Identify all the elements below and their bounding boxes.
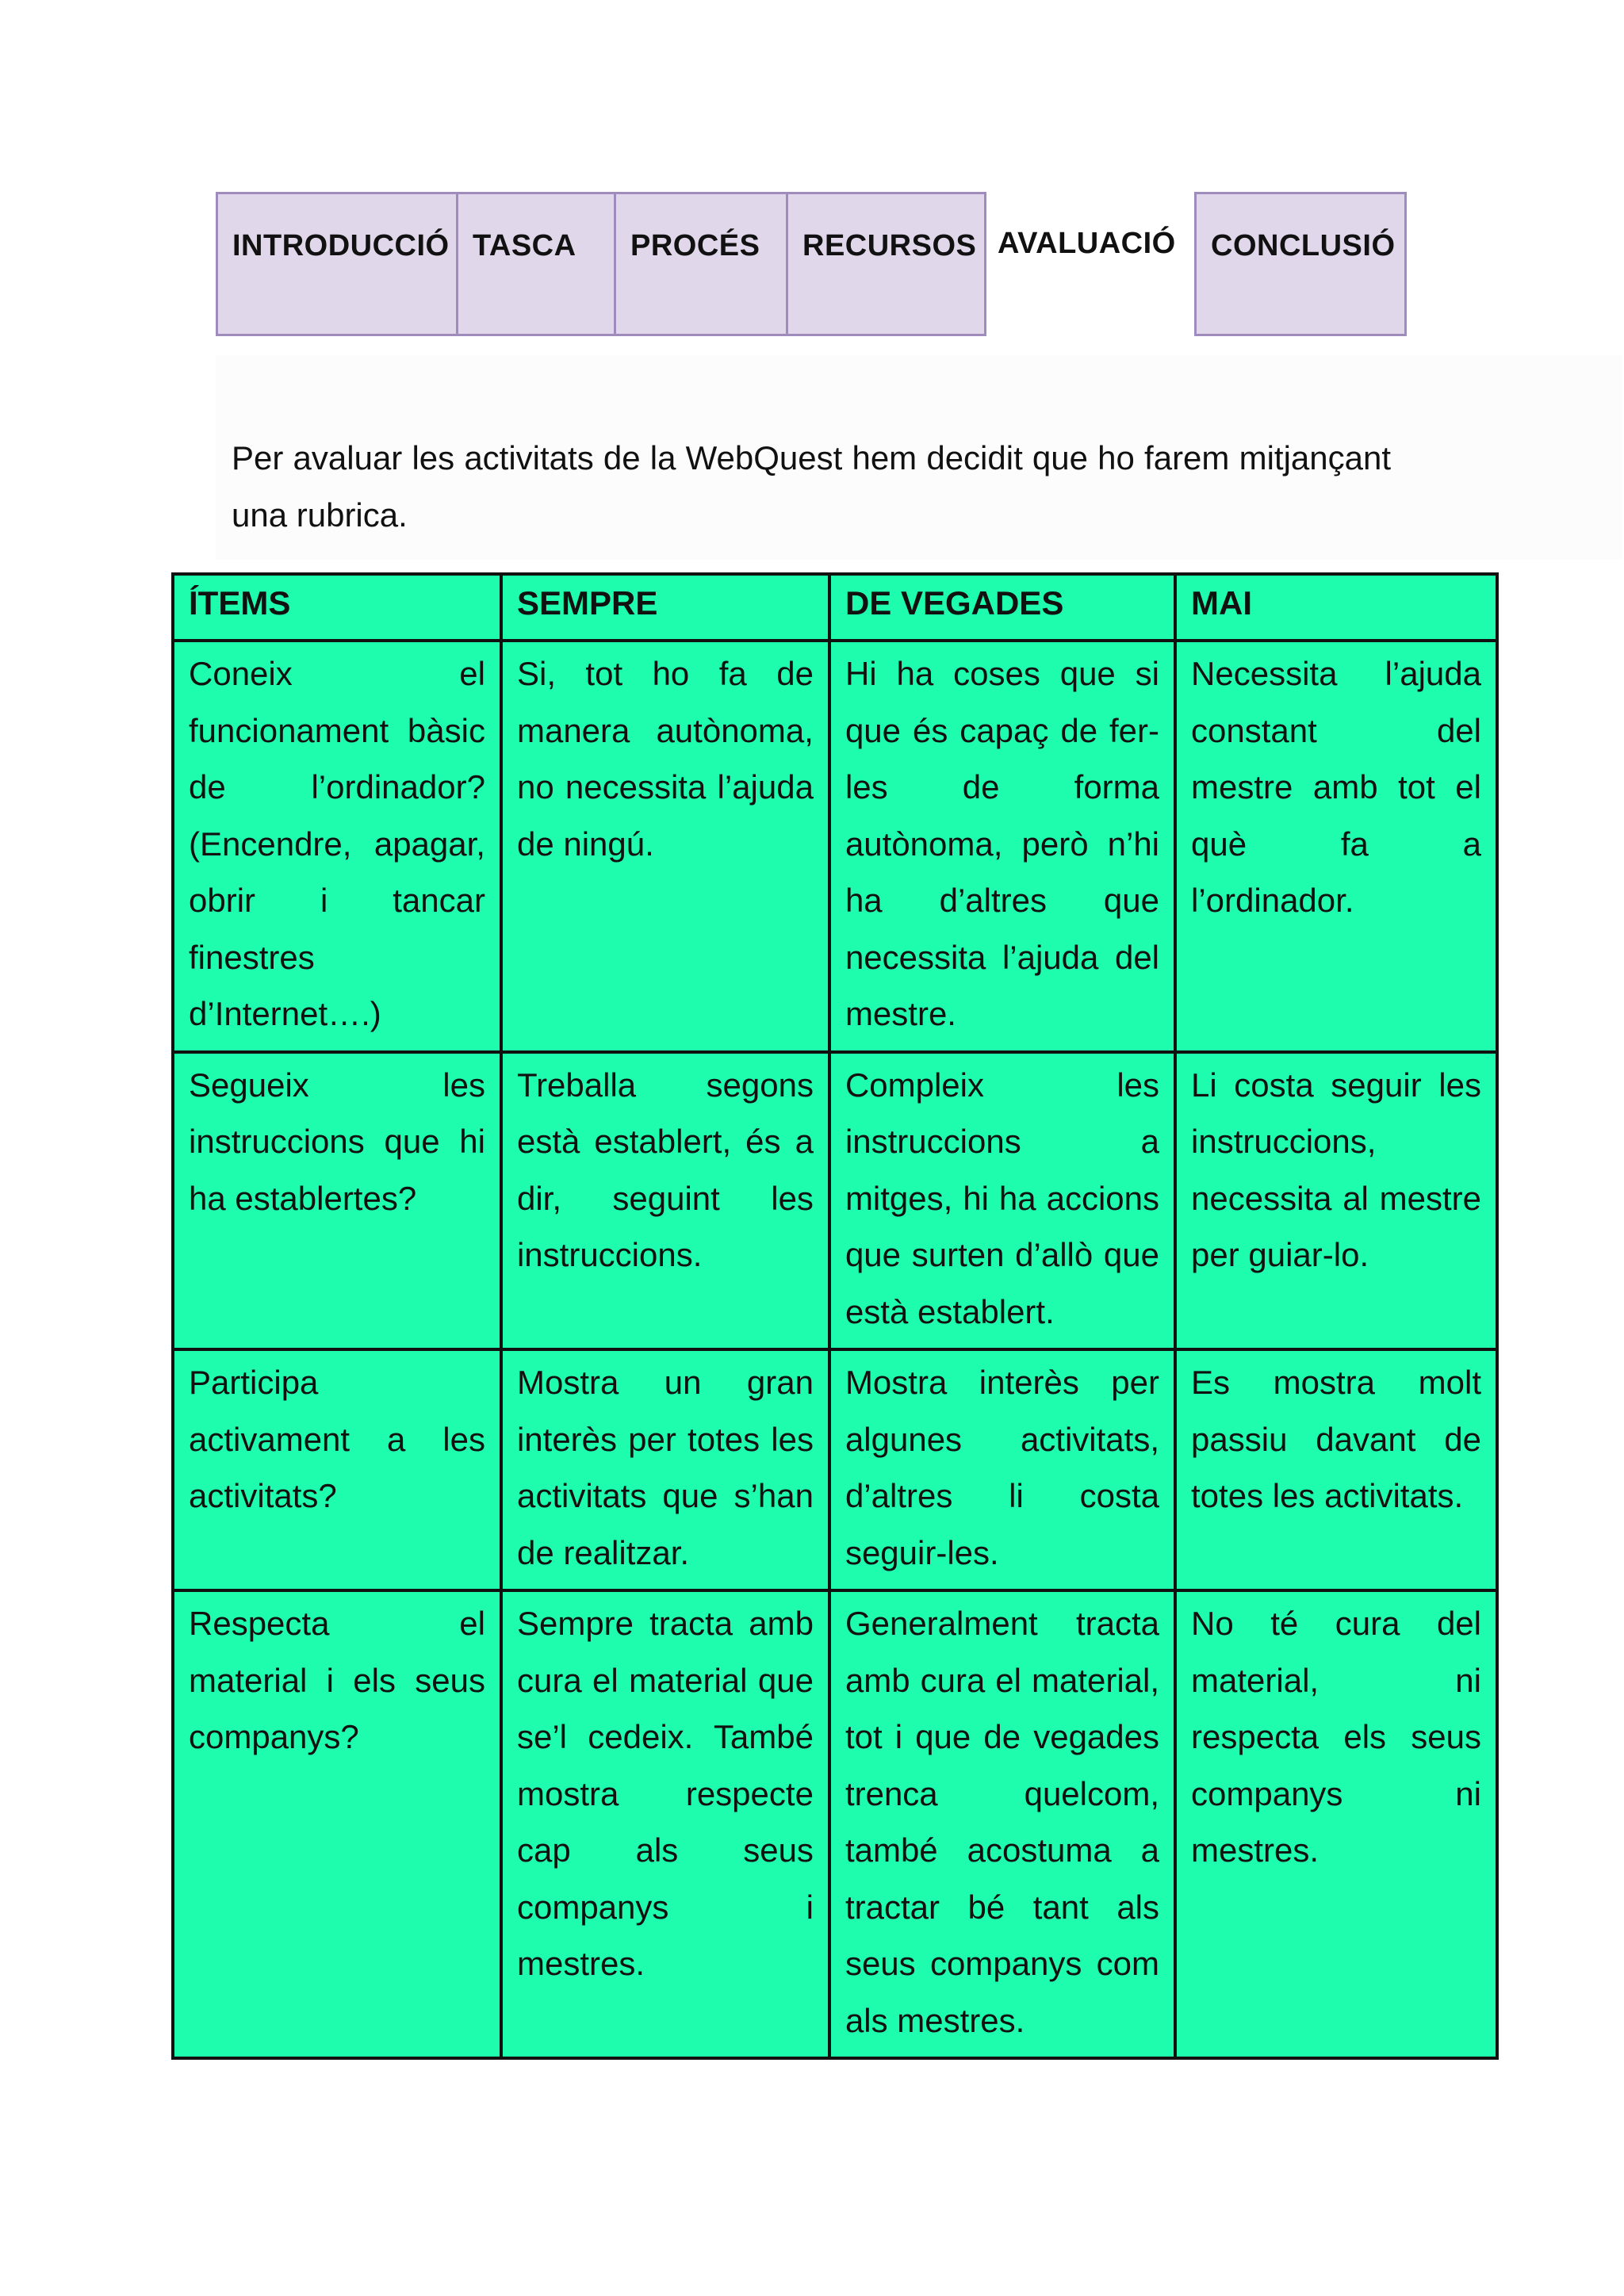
item-cell: Participa activament a les activitats? xyxy=(173,1349,501,1590)
header-items: ÍTEMS xyxy=(173,574,501,641)
table-row xyxy=(173,1590,1497,2058)
header-mai: MAI xyxy=(1175,574,1497,641)
tab-proces[interactable]: PROCÉS xyxy=(614,192,788,336)
table-row xyxy=(173,641,1497,1052)
mai-cell: No té cura del material, ni respecta els seus companys ni mestres. xyxy=(1175,1590,1497,2058)
sempre-cell: Si, tot ho fa de manera autònoma, no necessita l’ajuda de ningú. xyxy=(501,641,829,1052)
sempre-cell: Sempre tracta amb cura el material que se’l cedeix. També mostra respecte cap als seus companys i mestres. xyxy=(501,1590,829,2058)
de-vegades-cell: Compleix les instruccions a mitges, hi ha accions que surten d’allò que està establert. xyxy=(829,1052,1175,1350)
mai-cell: Es mostra molt passiu davant de totes les activitats. xyxy=(1175,1349,1497,1590)
de-vegades-cell: Hi ha coses que si que és capaç de fer-les de forma autònoma, però n’hi ha d’altres que necessita l’ajuda del mestre. xyxy=(829,641,1175,1052)
tab-avaluacio[interactable]: AVALUACIÓ xyxy=(986,192,1194,336)
mai-cell: Li costa seguir les instruccions, necessita al mestre per guiar-lo. xyxy=(1175,1052,1497,1350)
tab-conclusio[interactable]: CONCLUSIÓ xyxy=(1194,192,1407,336)
item-cell: Segueix les instruccions que hi ha establertes? xyxy=(173,1052,501,1350)
tab-recursos[interactable]: RECURSOS xyxy=(786,192,986,336)
de-vegades-cell: Generalment tracta amb cura el material, tot i que de vegades trenca quelcom, també acostuma a tractar bé tant als seus companys com als mestres. xyxy=(829,1590,1175,2058)
item-cell: Respecta el material i els seus companys? xyxy=(173,1590,501,2058)
table-header-row xyxy=(173,574,1497,641)
webquest-nav xyxy=(216,192,1408,336)
tab-introduccio[interactable]: INTRODUCCIÓ xyxy=(216,192,458,336)
sempre-cell: Mostra un gran interès per totes les activitats que s’han de realitzar. xyxy=(501,1349,829,1590)
sempre-cell: Treballa segons està establert, és a dir, seguint les instruccions. xyxy=(501,1052,829,1350)
header-de-vegades: DE VEGADES xyxy=(829,574,1175,641)
de-vegades-cell: Mostra interès per algunes activitats, d’altres li costa seguir-les. xyxy=(829,1349,1175,1590)
table-row xyxy=(173,1349,1497,1590)
tab-tasca[interactable]: TASCA xyxy=(456,192,616,336)
header-sempre: SEMPRE xyxy=(501,574,829,641)
mai-cell: Necessita l’ajuda constant del mestre amb tot el què fa a l’ordinador. xyxy=(1175,641,1497,1052)
evaluation-rubric-table xyxy=(171,572,1499,2060)
table-row xyxy=(173,1052,1497,1350)
intro-paragraph: Per avaluar les activitats de la WebQuest hem decidit que ho farem mitjançant una rubrica. xyxy=(232,439,1391,534)
item-cell: Coneix el funcionament bàsic de l’ordinador? (Encendre, apagar, obrir i tancar finestres d’Internet….) xyxy=(173,641,501,1052)
